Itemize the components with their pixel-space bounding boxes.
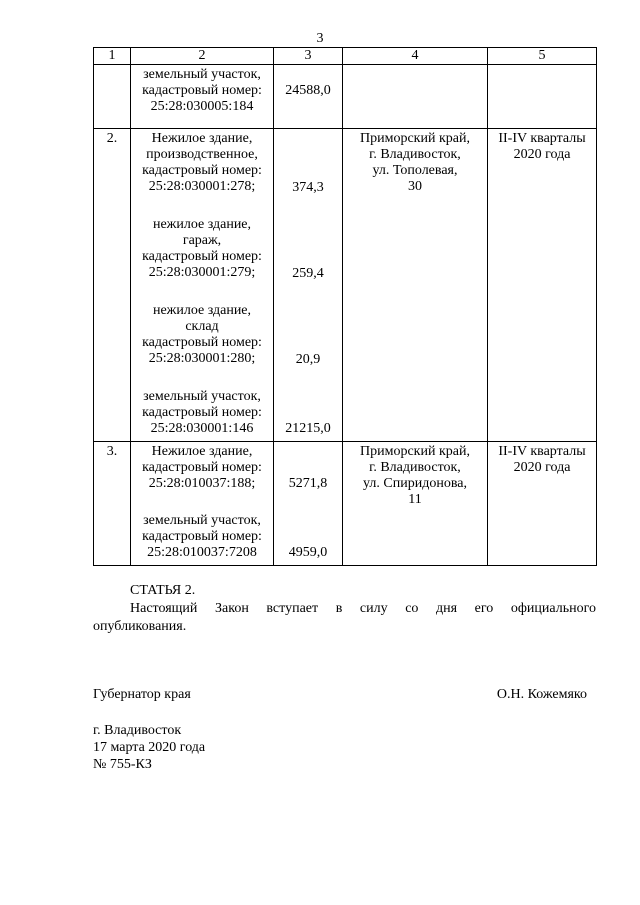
address-line: Приморский край, xyxy=(360,444,470,459)
object-line: 25:28:030001:146 xyxy=(150,421,254,436)
property-table xyxy=(93,47,597,566)
address-line: ул. Тополевая, xyxy=(372,163,458,178)
area-value: 24588,0 xyxy=(285,83,331,98)
object-line: кадастровый номер: xyxy=(142,529,262,544)
object-line: Нежилое здание, xyxy=(151,131,253,146)
article-text-line2: опубликования. xyxy=(93,619,187,634)
object-description-cell xyxy=(131,442,274,566)
footer-number: № 755-КЗ xyxy=(93,757,152,772)
footer-city: г. Владивосток xyxy=(93,723,182,738)
area-value: 259,4 xyxy=(292,266,324,281)
area-cell xyxy=(274,442,343,566)
col-header-4: 4 xyxy=(343,48,488,65)
area-value: 21215,0 xyxy=(285,421,331,436)
article-heading: СТАТЬЯ 2. xyxy=(130,583,196,598)
object-line: гараж, xyxy=(182,233,222,248)
period-line: 2020 года xyxy=(513,460,571,475)
period-cell xyxy=(488,65,597,129)
col-header-1: 1 xyxy=(94,48,131,65)
object-line: 25:28:030001:280; xyxy=(148,351,256,366)
object-line: 25:28:030001:279; xyxy=(148,265,256,280)
object-line: кадастровый номер: xyxy=(142,163,262,178)
row-number-cell xyxy=(94,65,131,129)
period-line: 2020 года xyxy=(513,147,571,162)
area-value: 374,3 xyxy=(292,180,324,195)
page-number: 3 xyxy=(316,31,324,46)
table-header-row xyxy=(94,48,597,65)
period-line: II-IV кварталы xyxy=(498,131,586,146)
object-line: склад xyxy=(185,319,219,334)
row-number-cell: 3. xyxy=(94,442,131,566)
area-value: 4959,0 xyxy=(288,545,328,560)
object-block xyxy=(131,444,273,492)
object-block xyxy=(131,303,273,367)
object-line: 25:28:010037:7208 xyxy=(147,545,257,560)
object-description-cell xyxy=(131,65,274,129)
object-line: земельный участок, xyxy=(143,67,261,82)
address-line: ул. Спиридонова, xyxy=(363,476,467,491)
object-line: кадастровый номер: xyxy=(142,405,262,420)
table-row xyxy=(94,65,597,129)
object-line: 25:28:010037:188; xyxy=(148,476,256,491)
address-cell xyxy=(343,65,488,129)
signature-name: О.Н. Кожемяко xyxy=(496,687,587,702)
object-line: земельный участок, xyxy=(143,513,261,528)
footer-date: 17 марта 2020 года xyxy=(93,740,206,755)
row-number-cell: 2. xyxy=(94,129,131,442)
address-line: 11 xyxy=(408,492,422,507)
col-header-3: 3 xyxy=(274,48,343,65)
col-header-2: 2 xyxy=(131,48,274,65)
object-line: производственное, xyxy=(146,147,258,162)
table-row xyxy=(94,442,597,566)
area-value: 20,9 xyxy=(295,352,321,367)
object-block xyxy=(131,389,273,437)
article-text-line1: Настоящий Закон вступает в силу со дня его официального xyxy=(130,601,596,616)
address-line: г. Владивосток, xyxy=(369,460,461,475)
period-line: II-IV кварталы xyxy=(498,444,586,459)
col-header-5: 5 xyxy=(488,48,597,65)
object-line: земельный участок, xyxy=(143,389,261,404)
address-cell xyxy=(343,442,488,566)
object-line: Нежилое здание, xyxy=(151,444,253,459)
object-line: кадастровый номер: xyxy=(142,460,262,475)
area-cell xyxy=(274,65,343,129)
object-line: 25:28:030005:184 xyxy=(150,99,254,114)
object-line: 25:28:030001:278; xyxy=(148,179,256,194)
object-line: нежилое здание, xyxy=(152,217,252,232)
object-line: нежилое здание, xyxy=(152,303,252,318)
signature-position: Губернатор края xyxy=(93,687,191,702)
period-cell xyxy=(488,129,597,442)
object-line: кадастровый номер: xyxy=(142,249,262,264)
address-line: 30 xyxy=(408,179,422,194)
object-block xyxy=(131,131,273,195)
address-cell xyxy=(343,129,488,442)
table-row xyxy=(94,129,597,442)
object-line: кадастровый номер: xyxy=(142,83,262,98)
area-value: 5271,8 xyxy=(288,476,328,491)
area-cell xyxy=(274,129,343,442)
address-line: Приморский край, xyxy=(360,131,470,146)
object-block xyxy=(131,217,273,281)
object-description-cell xyxy=(131,129,274,442)
object-line: кадастровый номер: xyxy=(142,335,262,350)
object-block xyxy=(131,513,273,561)
period-cell xyxy=(488,442,597,566)
address-line: г. Владивосток, xyxy=(369,147,461,162)
